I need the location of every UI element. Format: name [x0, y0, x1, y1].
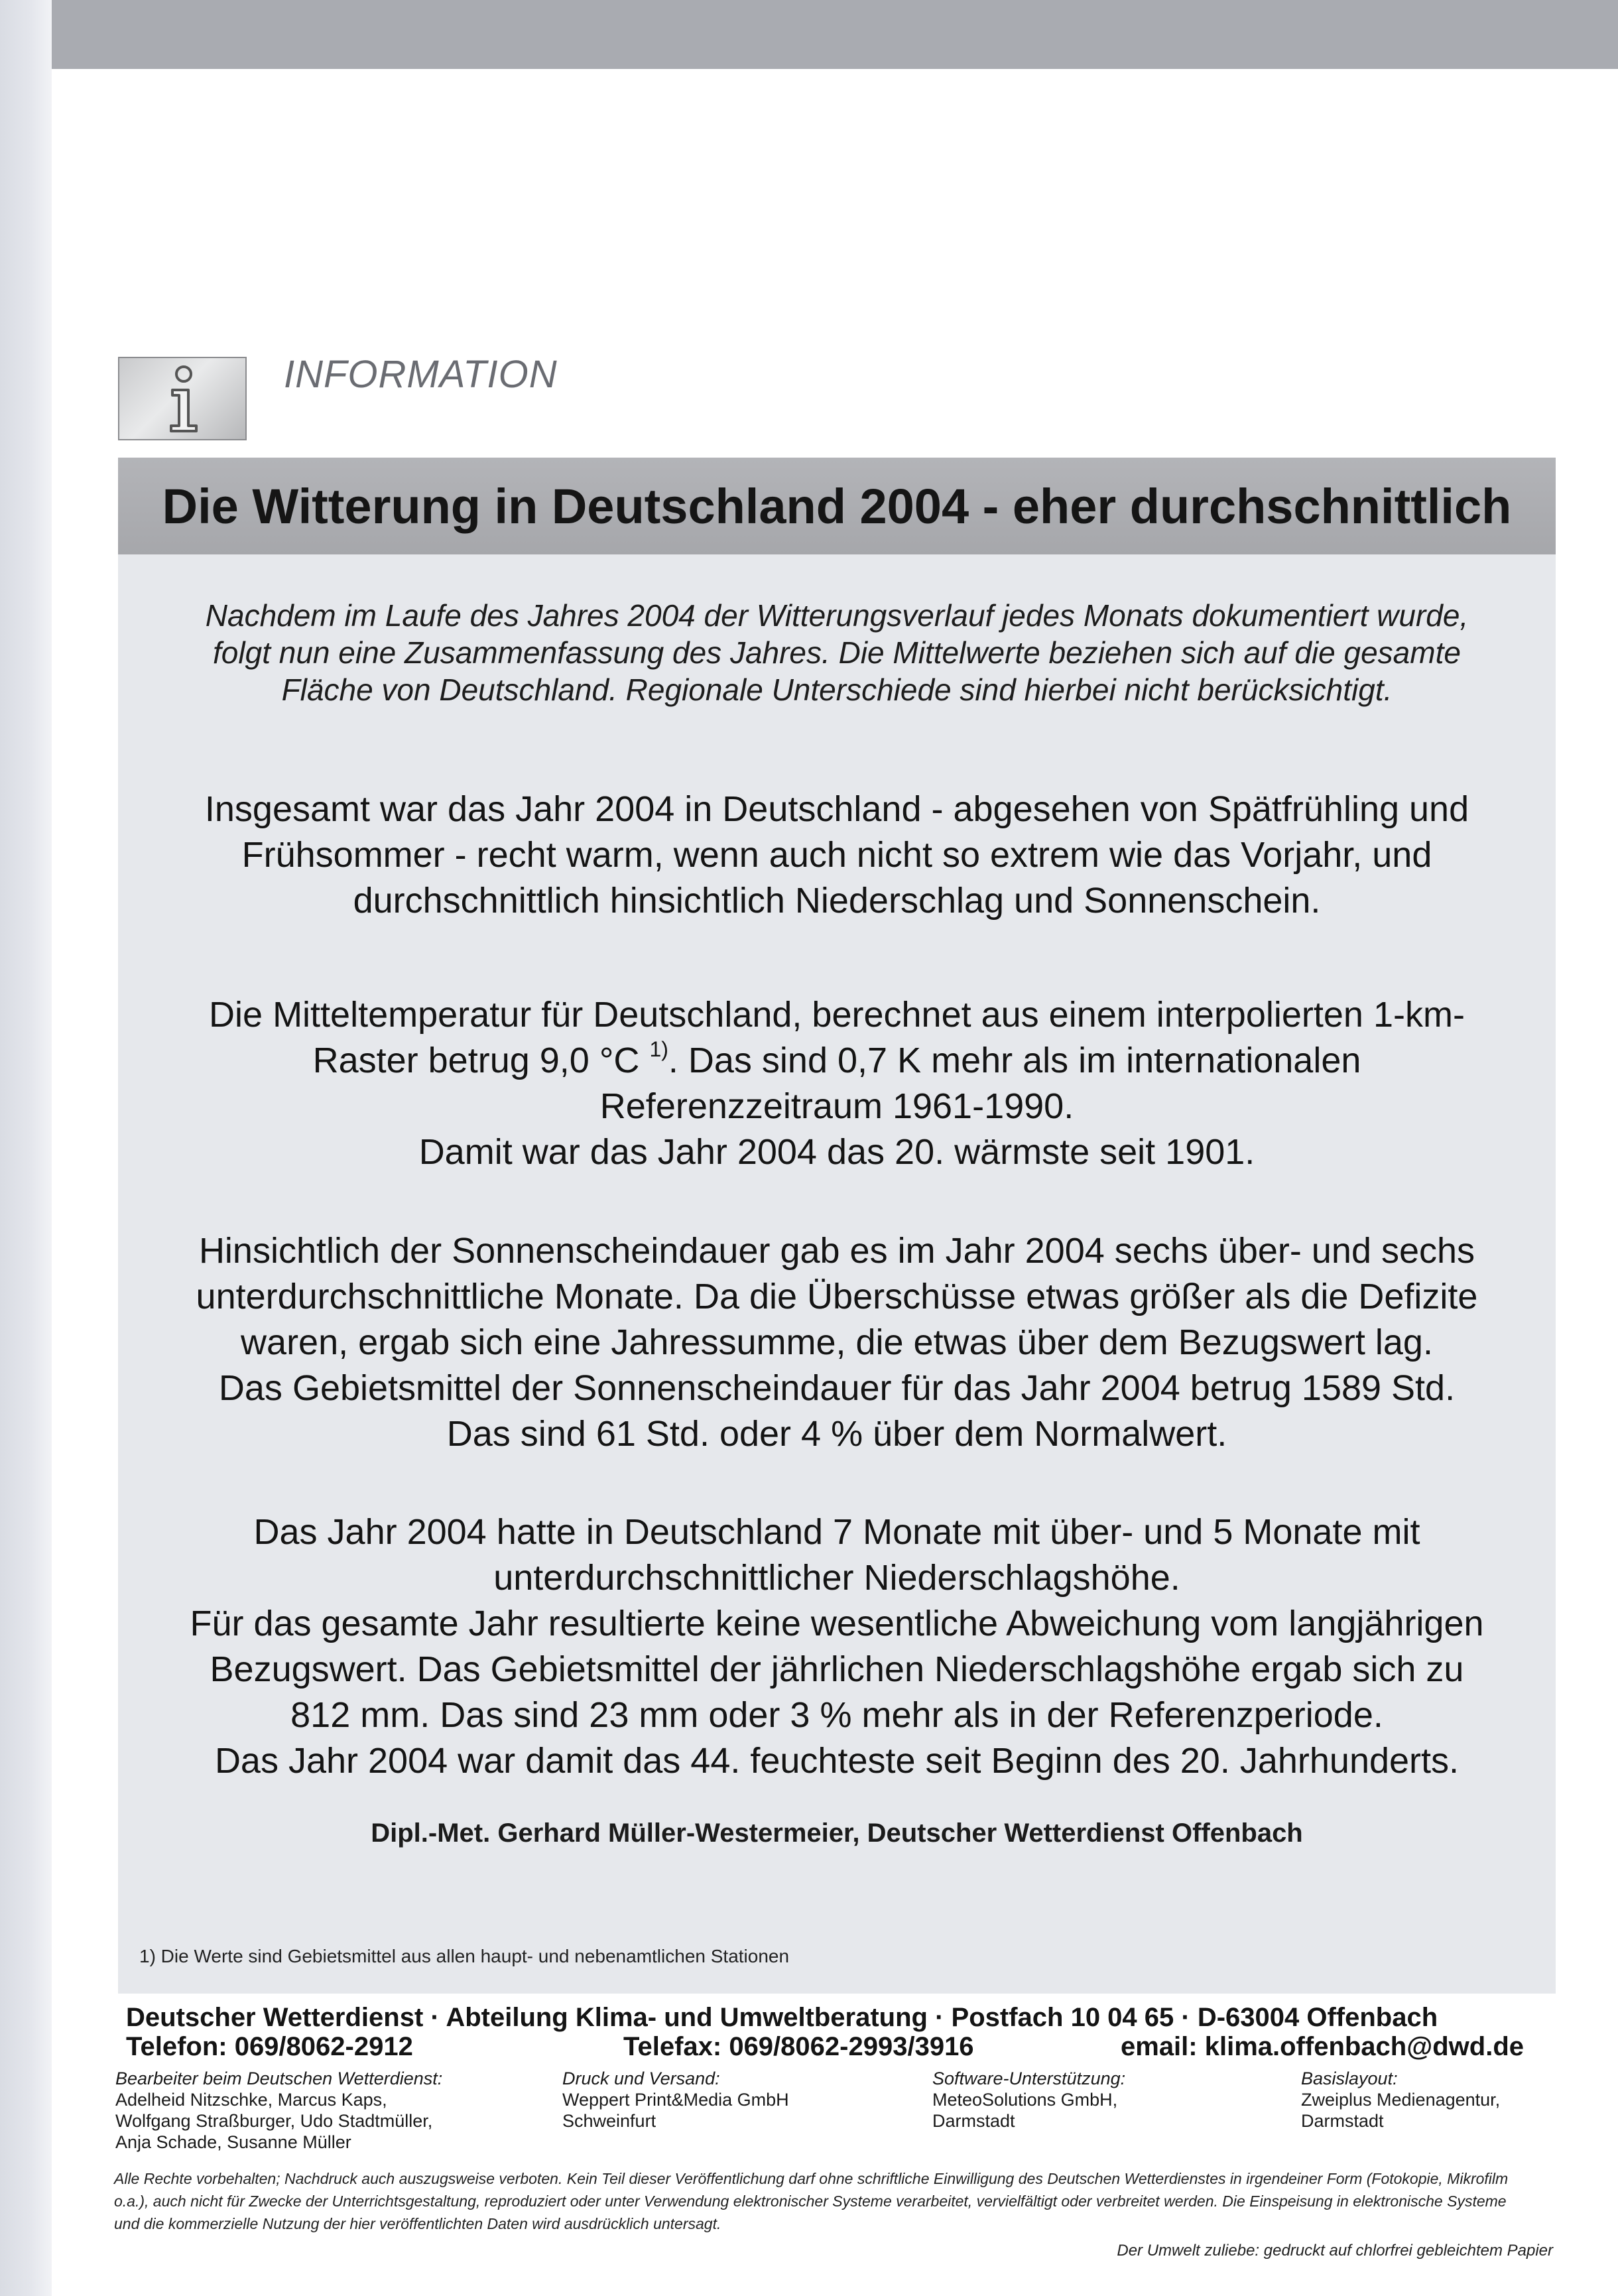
- credit-line: Darmstadt: [932, 2111, 1015, 2131]
- intro-line: Nachdem im Laufe des Jahres 2004 der Witterungsverlauf jedes Monats dokumentiert wurde,: [205, 598, 1469, 633]
- text-line: durchschnittlich hinsichtlich Niederschlag und Sonnenschein.: [353, 881, 1321, 921]
- eco-note: Der Umwelt zuliebe: gedruckt auf chlorfrei gebleichtem Papier: [1117, 2242, 1553, 2260]
- paragraph-overview: [126, 787, 1548, 924]
- credit-software: [932, 2068, 1125, 2132]
- text-line: Damit war das Jahr 2004 das 20. wärmste seit 1901.: [418, 1132, 1255, 1172]
- text-line: Das Jahr 2004 hatte in Deutschland 7 Monate mit über- und 5 Monate mit: [253, 1512, 1420, 1552]
- info-icon: [118, 357, 247, 440]
- footnote: 1) Die Werte sind Gebietsmittel aus allen haupt- und nebenamtlichen Stationen: [139, 1946, 790, 1966]
- intro-line: Fläche von Deutschland. Regionale Unterschiede sind hierbei nicht berücksichtigt.: [281, 672, 1393, 707]
- text-line: Das sind 61 Std. oder 4 % über dem Normalwert.: [446, 1414, 1227, 1454]
- footnote-ref: 1): [649, 1037, 668, 1061]
- credit-line: Zweiplus Medienagentur,: [1301, 2090, 1501, 2110]
- title-bar: [118, 458, 1556, 554]
- rights-line: und die kommerzielle Nutzung der hier veröffentlichten Daten wird ausdrücklich untersagt.: [114, 2215, 721, 2232]
- text-fragment: . Das sind 0,7 K mehr als im internationalen: [668, 1041, 1361, 1080]
- text-line: Hinsichtlich der Sonnenscheindauer gab es im Jahr 2004 sechs über- und sechs: [198, 1231, 1475, 1271]
- page-title: Die Witterung in Deutschland 2004 - eher durchschnittlich: [162, 478, 1512, 534]
- footer-email: email: klima.offenbach@dwd.de: [1121, 2032, 1525, 2061]
- paragraph-temperature: [126, 992, 1548, 1175]
- credit-heading: Druck und Versand:: [562, 2069, 720, 2088]
- text-line: unterdurchschnittlicher Niederschlagshöhe.: [493, 1558, 1180, 1598]
- text-line: [126, 1038, 1548, 1084]
- credit-heading: Software-Unterstützung:: [932, 2069, 1126, 2088]
- info-label: INFORMATION: [284, 353, 558, 396]
- text-line: Das Gebietsmittel der Sonnenscheindauer für das Jahr 2004 betrug 1589 Std.: [218, 1368, 1456, 1408]
- footer-organization: Deutscher Wetterdienst · Abteilung Klima- und Umweltberatung · Postfach 10 04 65 · D-63004 Offenbach: [126, 2003, 1438, 2032]
- author-line: Dipl.-Met. Gerhard Müller-Westermeier, Deutscher Wetterdienst Offenbach: [371, 1818, 1303, 1848]
- intro-line: folgt nun eine Zusammenfassung des Jahres. Die Mittelwerte beziehen sich auf die gesamte: [213, 635, 1461, 670]
- text-line: Für das gesamte Jahr resultierte keine wesentliche Abweichung vom langjährigen: [190, 1604, 1484, 1643]
- paragraph-precipitation: [126, 1509, 1548, 1784]
- credit-layout: [1301, 2068, 1500, 2132]
- footer-fax: Telefax: 069/8062-2993/3916: [623, 2032, 974, 2061]
- text-line: Frühsommer - recht warm, wenn auch nicht so extrem wie das Vorjahr, und: [241, 835, 1432, 875]
- credit-heading: Bearbeiter beim Deutschen Wetterdienst:: [115, 2069, 443, 2088]
- credit-line: Weppert Print&Media GmbH: [562, 2090, 789, 2110]
- text-line: 812 mm. Das sind 23 mm oder 3 % mehr als in der Referenzperiode.: [290, 1695, 1383, 1735]
- text-line: waren, ergab sich eine Jahressumme, die etwas über dem Bezugswert lag.: [241, 1322, 1433, 1362]
- credit-line: Wolfgang Straßburger, Udo Stadtmüller,: [115, 2111, 433, 2131]
- scan-edge-left: [0, 0, 52, 2296]
- credit-line: Adelheid Nitzschke, Marcus Kaps,: [115, 2090, 387, 2110]
- text-fragment: Raster betrug 9,0 °C: [312, 1041, 650, 1080]
- intro-text: [133, 597, 1541, 708]
- credit-line: Schweinfurt: [562, 2111, 656, 2131]
- text-line: Referenzzeitraum 1961-1990.: [599, 1086, 1074, 1126]
- text-line: Bezugswert. Das Gebietsmittel der jährlichen Niederschlagshöhe ergab sich zu: [210, 1649, 1464, 1689]
- scan-edge-top: [52, 0, 1618, 69]
- rights-line: Alle Rechte vorbehalten; Nachdruck auch auszugsweise verboten. Kein Teil dieser Veröffentlichung darf ohne schriftliche Einwilligung des Deutschen Wetterdienstes in irgendeiner Form (Fotokopie, Mikrofilm: [114, 2170, 1509, 2187]
- text-line: Insgesamt war das Jahr 2004 in Deutschland - abgesehen von Spätfrühling und: [204, 789, 1469, 829]
- credit-line: Darmstadt: [1301, 2111, 1384, 2131]
- credit-print: [562, 2068, 789, 2132]
- credit-line: Anja Schade, Susanne Müller: [115, 2132, 351, 2152]
- rights-line: o.a.), auch nicht für Zwecke der Unterrichtsgestaltung, reproduziert oder unter Verwendung elektronischer Systeme verarbeitet, vervielfältigt oder verbreitet werden. Die Einspeisung in elektronische Systeme: [114, 2193, 1507, 2210]
- credit-editors: [115, 2068, 442, 2153]
- text-line: unterdurchschnittliche Monate. Da die Überschüsse etwas größer als die Defizite: [196, 1277, 1478, 1316]
- credit-heading: Basislayout:: [1301, 2069, 1398, 2088]
- text-line: Die Mitteltemperatur für Deutschland, berechnet aus einem interpolierten 1-km-: [209, 995, 1465, 1035]
- footer-phone: Telefon: 069/8062-2912: [126, 2032, 413, 2061]
- credit-line: MeteoSolutions GmbH,: [932, 2090, 1118, 2110]
- paragraph-sunshine: [126, 1228, 1548, 1457]
- text-line: Das Jahr 2004 war damit das 44. feuchteste seit Beginn des 20. Jahrhunderts.: [214, 1741, 1460, 1781]
- rights-notice: [114, 2167, 1560, 2235]
